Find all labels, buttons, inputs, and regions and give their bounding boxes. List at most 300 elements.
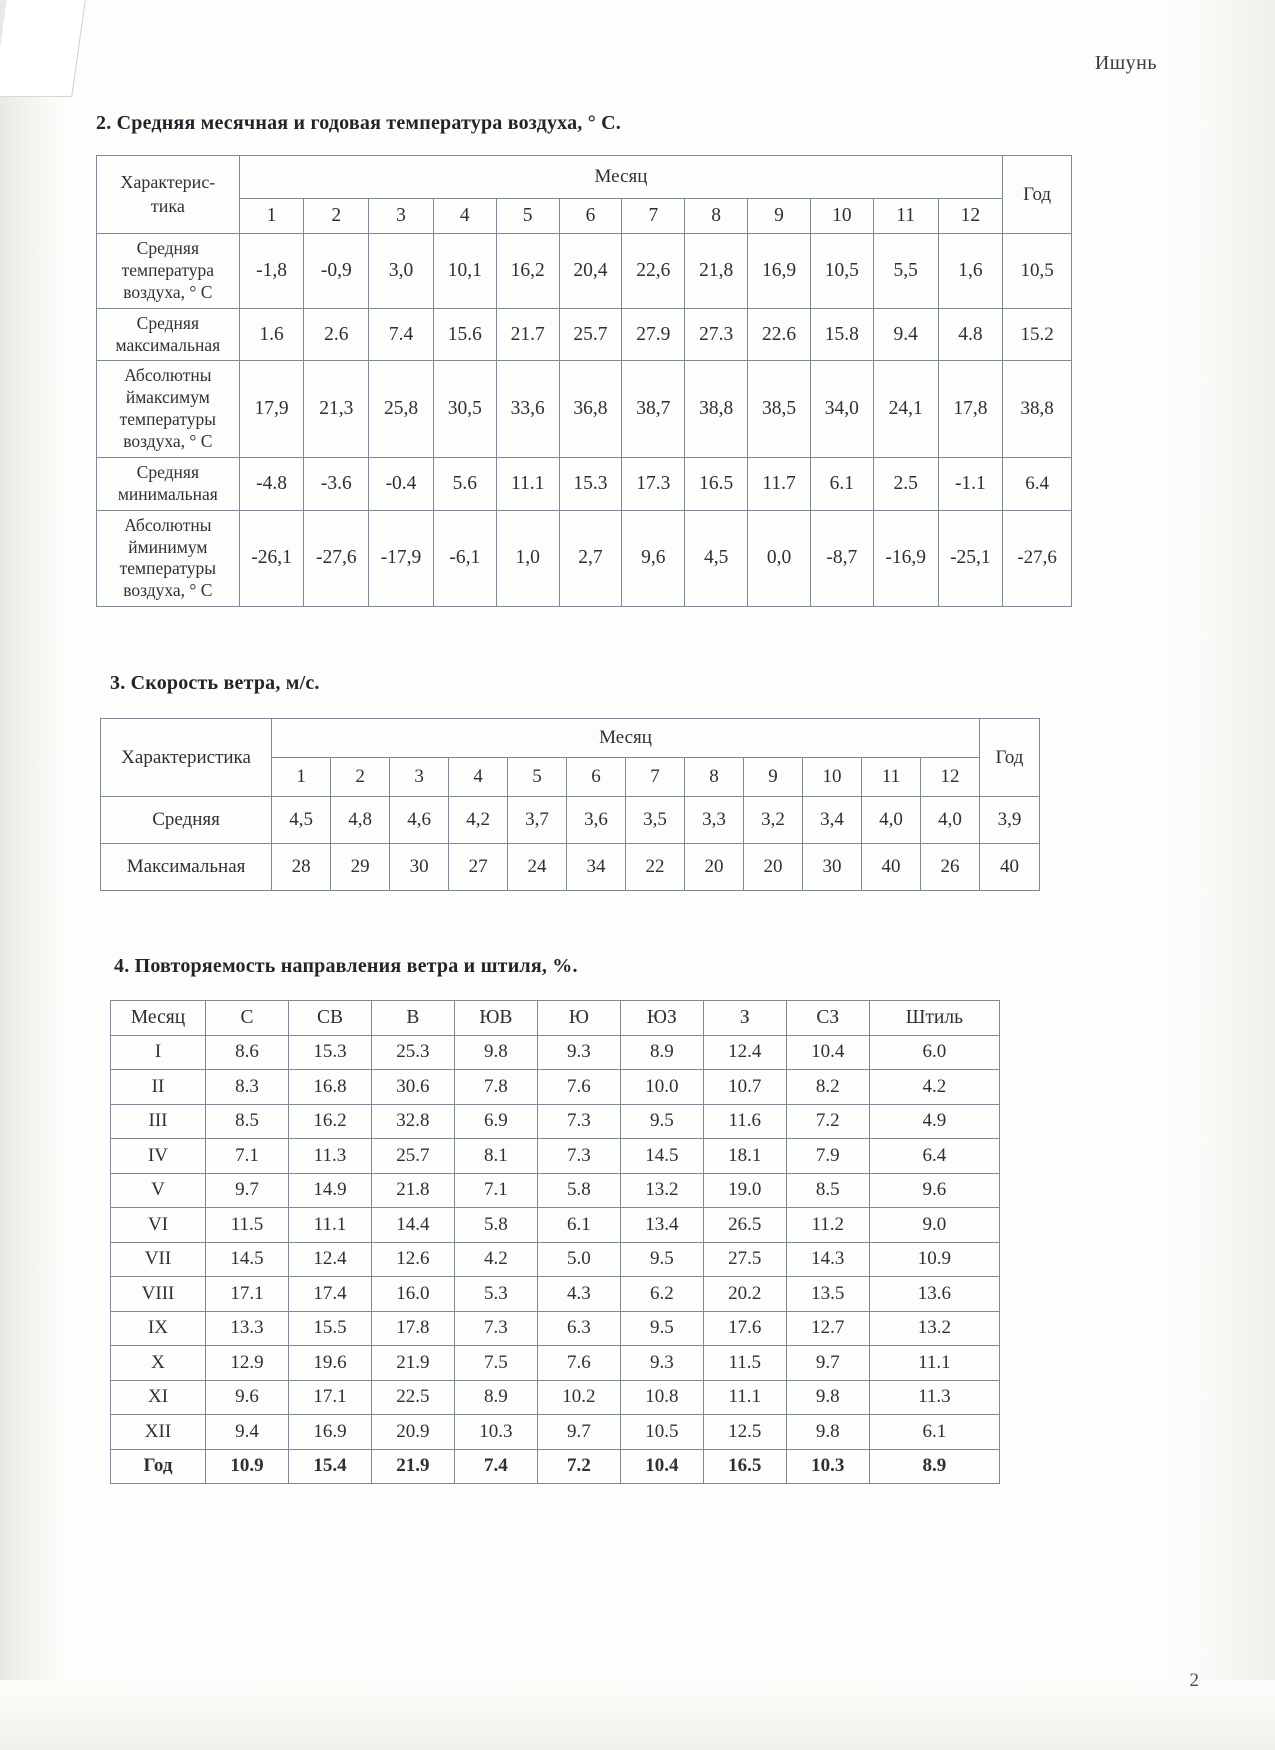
table-cell: 17.6 [703,1311,786,1346]
column-header: Штиль [869,1001,999,1036]
table-cell: 9,6 [622,510,685,607]
row-header-label: Абсолютны ймаксимум температуры воздуха, ° С [97,361,240,458]
table-cell: 12.9 [206,1346,289,1381]
table-cell: 7.6 [537,1346,620,1381]
table-cell: -17,9 [369,510,434,607]
column-header-characteristic: Характеристика [101,719,272,797]
table-cell: 28 [272,844,331,891]
table-row [111,1277,1000,1312]
table-row [101,797,1040,844]
table-cell: 17.8 [371,1311,454,1346]
table-cell: 38,8 [685,361,748,458]
column-header-year: Год [1003,156,1072,234]
table-cell: 6.1 [869,1415,999,1450]
table-cell: 7.3 [454,1311,537,1346]
table-cell: 15.3 [559,457,622,510]
column-header-month-number: 7 [622,199,685,234]
table-cell: -27,6 [304,510,369,607]
table-cell: 12.5 [703,1415,786,1450]
column-header-month-number: 1 [239,199,304,234]
table-cell: 1.6 [239,308,304,361]
table-cell: 15.5 [288,1311,371,1346]
table-cell: 8.5 [206,1104,289,1139]
table-cell: 38,7 [622,361,685,458]
row-header-month: VIII [111,1277,206,1312]
column-header-month-number: 2 [331,758,390,797]
table-cell: 17.1 [206,1277,289,1312]
table-cell: 14.9 [288,1173,371,1208]
scan-right-shadow [1165,0,1275,1750]
table-cell: 30.6 [371,1070,454,1105]
table-cell: 7.3 [537,1139,620,1174]
table-cell: 4,5 [272,797,331,844]
table-cell-year: -27,6 [1003,510,1072,607]
table-cell-year: 6.4 [1003,457,1072,510]
column-header-month-number: 11 [873,199,938,234]
table-cell: 9.7 [537,1415,620,1450]
table-cell: 24 [508,844,567,891]
table-cell: 30 [802,844,861,891]
table-cell: 12.7 [786,1311,869,1346]
table-cell: 14.3 [786,1242,869,1277]
column-header-month: Месяц [272,719,980,758]
table-cell: 13.3 [206,1311,289,1346]
table-cell: 4,5 [685,510,748,607]
column-header: Ю [537,1001,620,1036]
table-cell: 0,0 [748,510,811,607]
table-cell: 7.9 [786,1139,869,1174]
table-cell: 27.3 [685,308,748,361]
table-cell: 11.1 [288,1208,371,1243]
table-cell: -0.4 [369,457,434,510]
table-row [111,1242,1000,1277]
column-header-month-number: 2 [304,199,369,234]
table-cell: 10.4 [620,1449,703,1484]
table-cell: 10.2 [537,1380,620,1415]
table-cell: 9.8 [454,1035,537,1070]
column-header-month-number: 7 [626,758,685,797]
row-header-month: VII [111,1242,206,1277]
table-cell: 14.4 [371,1208,454,1243]
table-wind-speed [100,718,1040,891]
column-header-year: Год [979,719,1039,797]
table-cell: 20.9 [371,1415,454,1450]
table-cell: 4,2 [449,797,508,844]
column-header-month-number: 10 [810,199,873,234]
table-cell: 3,7 [508,797,567,844]
column-header: Месяц [111,1001,206,1036]
table-cell: 34,0 [810,361,873,458]
column-header-month-number: 11 [861,758,920,797]
row-header-label: Максимальная [101,844,272,891]
column-header-month-number: 1 [272,758,331,797]
column-header-month: Месяц [239,156,1003,199]
table-cell: 9.4 [873,308,938,361]
table-cell: 22.6 [748,308,811,361]
row-header-month: XII [111,1415,206,1450]
row-header-month: X [111,1346,206,1381]
table-cell: 9.4 [206,1415,289,1450]
table-cell: 5.8 [454,1208,537,1243]
page-header-place: Ишунь [1094,52,1157,74]
table-cell: 11.1 [703,1380,786,1415]
table-cell: 5.0 [537,1242,620,1277]
table-cell: 15.6 [433,308,496,361]
table-cell-year: 15.2 [1003,308,1072,361]
table-cell: 22.5 [371,1380,454,1415]
table-cell: 4,0 [861,797,920,844]
row-header-month: III [111,1104,206,1139]
table-cell: 7.1 [206,1139,289,1174]
table-cell: 7.6 [537,1070,620,1105]
table-cell: 21,8 [685,234,748,309]
table-cell: 11.6 [703,1104,786,1139]
table-cell: 3,2 [744,797,803,844]
table-cell: -1.1 [938,457,1003,510]
table-cell: 7.1 [454,1173,537,1208]
table-row [111,1070,1000,1105]
table-cell: 9.5 [620,1242,703,1277]
section-title-wind-speed: 3. Скорость ветра, м/с. [110,672,320,694]
column-header-month-number: 9 [748,199,811,234]
table-cell: 9.0 [869,1208,999,1243]
table-row [111,1173,1000,1208]
column-header-month-number: 12 [920,758,979,797]
table-cell: 38,5 [748,361,811,458]
table-cell: 9.5 [620,1311,703,1346]
table-cell: 4.9 [869,1104,999,1139]
table-cell: 7.8 [454,1070,537,1105]
table-cell: -25,1 [938,510,1003,607]
table-cell: -3.6 [304,457,369,510]
table-row [111,1311,1000,1346]
table-cell: 16.8 [288,1070,371,1105]
table-cell: 29 [331,844,390,891]
table-cell: 16.5 [685,457,748,510]
table-cell: 9.6 [206,1380,289,1415]
table-cell: 10.7 [703,1070,786,1105]
column-header: СВ [288,1001,371,1036]
column-header: ЮЗ [620,1001,703,1036]
table-cell: 26 [920,844,979,891]
table-cell: 10.0 [620,1070,703,1105]
table-cell: 19.6 [288,1346,371,1381]
scan-corner-fold [0,0,86,97]
table-row [101,844,1040,891]
table-cell: 10.4 [786,1035,869,1070]
page-number: 2 [1189,1670,1199,1691]
table-cell: 17.1 [288,1380,371,1415]
row-header-month: VI [111,1208,206,1243]
table-cell: 13.2 [869,1311,999,1346]
table-row [111,1035,1000,1070]
table-cell: 7.4 [454,1449,537,1484]
column-header-month-number: 5 [508,758,567,797]
table-wind-direction [110,1000,1000,1484]
column-header-month-number: 5 [496,199,559,234]
table-cell-year: 10,5 [1003,234,1072,309]
table-cell: 27.5 [703,1242,786,1277]
table-row [111,1208,1000,1243]
table-cell: 4,6 [390,797,449,844]
table-cell: 13.2 [620,1173,703,1208]
table-cell: 17,8 [938,361,1003,458]
table-cell: 6.2 [620,1277,703,1312]
table-cell: 25.7 [559,308,622,361]
table-cell: 13.6 [869,1277,999,1312]
table-header-row [97,156,1072,199]
table-cell: 1,0 [496,510,559,607]
column-header-month-number: 6 [567,758,626,797]
table-cell: 16.0 [371,1277,454,1312]
table-cell: 2.5 [873,457,938,510]
table-cell: 2.6 [304,308,369,361]
table-cell: 13.5 [786,1277,869,1312]
table-cell: 25.7 [371,1139,454,1174]
table-cell: 12.4 [703,1035,786,1070]
table-cell: -16,9 [873,510,938,607]
table-cell-year: 38,8 [1003,361,1072,458]
table-cell: 11.5 [206,1208,289,1243]
table-cell: 9.3 [537,1035,620,1070]
table-cell: 17,9 [239,361,304,458]
table-row [97,361,1072,458]
table-cell: 26.5 [703,1208,786,1243]
table-header-row [111,1001,1000,1036]
row-header-label: Средняя максимальная [97,308,240,361]
table-cell: 21.8 [371,1173,454,1208]
table-cell: 2,7 [559,510,622,607]
table-cell: 25,8 [369,361,434,458]
table-cell: 15.8 [810,308,873,361]
table-row [97,510,1072,607]
column-header: СЗ [786,1001,869,1036]
table-cell: 14.5 [206,1242,289,1277]
column-header-month-number: 12 [938,199,1003,234]
section-title-wind-direction: 4. Повторяемость направления ветра и штиля, %. [114,955,578,977]
table-cell: 6.1 [810,457,873,510]
table-cell: -6,1 [433,510,496,607]
table-cell: 8.2 [786,1070,869,1105]
table-cell: 6.4 [869,1139,999,1174]
column-header-month-number: 3 [390,758,449,797]
table-cell: 9.6 [869,1173,999,1208]
table-cell: 21.9 [371,1346,454,1381]
row-header-label: Средняя [101,797,272,844]
table-cell: -26,1 [239,510,304,607]
table-cell: 15.3 [288,1035,371,1070]
table-cell: 4,0 [920,797,979,844]
table-cell: 20 [744,844,803,891]
column-header-month-number: 3 [369,199,434,234]
table-cell: 20 [685,844,744,891]
table-cell: 6.3 [537,1311,620,1346]
row-header-month: Год [111,1449,206,1484]
section-title-temperature: 2. Средняя месячная и годовая температура воздуха, ° С. [96,112,621,134]
table-cell: -0,9 [304,234,369,309]
table-cell: 10.5 [620,1415,703,1450]
table-header-row-months [97,199,1072,234]
table-cell: 16,2 [496,234,559,309]
table-cell: 27.9 [622,308,685,361]
table-cell: 17.3 [622,457,685,510]
table-cell: 10.3 [786,1449,869,1484]
column-header-characteristic: Характерис- тика [97,156,240,234]
table-cell: 20,4 [559,234,622,309]
table-row [111,1380,1000,1415]
table-cell: 16.5 [703,1449,786,1484]
table-cell: 9.7 [206,1173,289,1208]
table-cell: 3,6 [567,797,626,844]
table-cell: 8.9 [620,1035,703,1070]
table-row [97,308,1072,361]
column-header-month-number: 6 [559,199,622,234]
row-header-month: V [111,1173,206,1208]
table-cell: 3,4 [802,797,861,844]
table-cell: 36,8 [559,361,622,458]
row-header-month: XI [111,1380,206,1415]
table-cell: 4.8 [938,308,1003,361]
table-row [111,1139,1000,1174]
table-cell: 22 [626,844,685,891]
table-cell: 8.9 [869,1449,999,1484]
table-cell: -4.8 [239,457,304,510]
table-cell: 4.2 [869,1070,999,1105]
table-cell: 19.0 [703,1173,786,1208]
table-cell: 8.3 [206,1070,289,1105]
table-cell: 21.9 [371,1449,454,1484]
table-cell: 13.4 [620,1208,703,1243]
table-cell: 5.3 [454,1277,537,1312]
table-cell: 40 [861,844,920,891]
table-cell: 10,5 [810,234,873,309]
table-cell: 8.5 [786,1173,869,1208]
row-header-label: Абсолютны йминимум температуры воздуха, ° С [97,510,240,607]
table-cell: 11.3 [288,1139,371,1174]
table-cell: 27 [449,844,508,891]
table-cell: 33,6 [496,361,559,458]
column-header-month-number: 8 [685,758,744,797]
column-header-month-number: 4 [449,758,508,797]
row-header-month: I [111,1035,206,1070]
table-cell: 6.9 [454,1104,537,1139]
table-cell-year: 40 [979,844,1039,891]
table-cell: 9.7 [786,1346,869,1381]
column-header: З [703,1001,786,1036]
table-cell: 32.8 [371,1104,454,1139]
table-cell: 7.5 [454,1346,537,1381]
table-cell: 3,5 [626,797,685,844]
table-row [111,1415,1000,1450]
table-cell: 22,6 [622,234,685,309]
table-row [97,234,1072,309]
table-row [97,457,1072,510]
table-cell: 9.3 [620,1346,703,1381]
table-cell: 34 [567,844,626,891]
table-cell: 24,1 [873,361,938,458]
table-cell: 15.4 [288,1449,371,1484]
table-cell: 9.8 [786,1415,869,1450]
table-cell: 4.2 [454,1242,537,1277]
table-cell: 30 [390,844,449,891]
table-cell: 11.3 [869,1380,999,1415]
table-cell: 5,5 [873,234,938,309]
table-cell: 16.2 [288,1104,371,1139]
table-cell: 7.2 [537,1449,620,1484]
table-temperature [96,155,1072,607]
table-cell: 8.6 [206,1035,289,1070]
table-cell: 4.3 [537,1277,620,1312]
table-cell: 10,1 [433,234,496,309]
table-cell-year: 3,9 [979,797,1039,844]
table-cell: 8.9 [454,1380,537,1415]
table-cell: 11.1 [496,457,559,510]
scan-left-shadow [0,0,62,1750]
table-cell: 6.1 [537,1208,620,1243]
table-cell: 10.3 [454,1415,537,1450]
table-cell: 16,9 [748,234,811,309]
table-cell: 11.2 [786,1208,869,1243]
row-header-month: IX [111,1311,206,1346]
row-header-month: II [111,1070,206,1105]
table-cell: 10.9 [869,1242,999,1277]
table-row [111,1104,1000,1139]
table-cell: 21.7 [496,308,559,361]
table-cell: 1,6 [938,234,1003,309]
table-cell: 7.4 [369,308,434,361]
table-cell: 9.8 [786,1380,869,1415]
table-cell: 14.5 [620,1139,703,1174]
column-header: ЮВ [454,1001,537,1036]
table-cell: 17.4 [288,1277,371,1312]
table-cell: -8,7 [810,510,873,607]
column-header-month-number: 10 [802,758,861,797]
column-header-month-number: 4 [433,199,496,234]
table-cell: 25.3 [371,1035,454,1070]
table-row [111,1346,1000,1381]
table-cell: 10.9 [206,1449,289,1484]
table-cell: 8.1 [454,1139,537,1174]
table-cell: 9.5 [620,1104,703,1139]
table-cell: 16.9 [288,1415,371,1450]
table-cell: 20.2 [703,1277,786,1312]
row-header-month: IV [111,1139,206,1174]
column-header-month-number: 9 [744,758,803,797]
row-header-label: Средняя минимальная [97,457,240,510]
row-header-label: Средняя температура воздуха, ° С [97,234,240,309]
table-cell: 10.8 [620,1380,703,1415]
table-cell: 4,8 [331,797,390,844]
scan-bottom-shadow [0,1680,1275,1750]
table-cell: 6.0 [869,1035,999,1070]
column-header: В [371,1001,454,1036]
table-header-row [101,719,1040,758]
table-cell: 5.6 [433,457,496,510]
table-cell: 7.2 [786,1104,869,1139]
table-cell: 30,5 [433,361,496,458]
table-cell: 12.4 [288,1242,371,1277]
table-cell: 12.6 [371,1242,454,1277]
table-cell: 21,3 [304,361,369,458]
table-cell: 7.3 [537,1104,620,1139]
table-row [111,1449,1000,1484]
table-cell: -1,8 [239,234,304,309]
table-cell: 11.5 [703,1346,786,1381]
column-header: С [206,1001,289,1036]
table-cell: 3,0 [369,234,434,309]
table-cell: 11.7 [748,457,811,510]
table-cell: 11.1 [869,1346,999,1381]
